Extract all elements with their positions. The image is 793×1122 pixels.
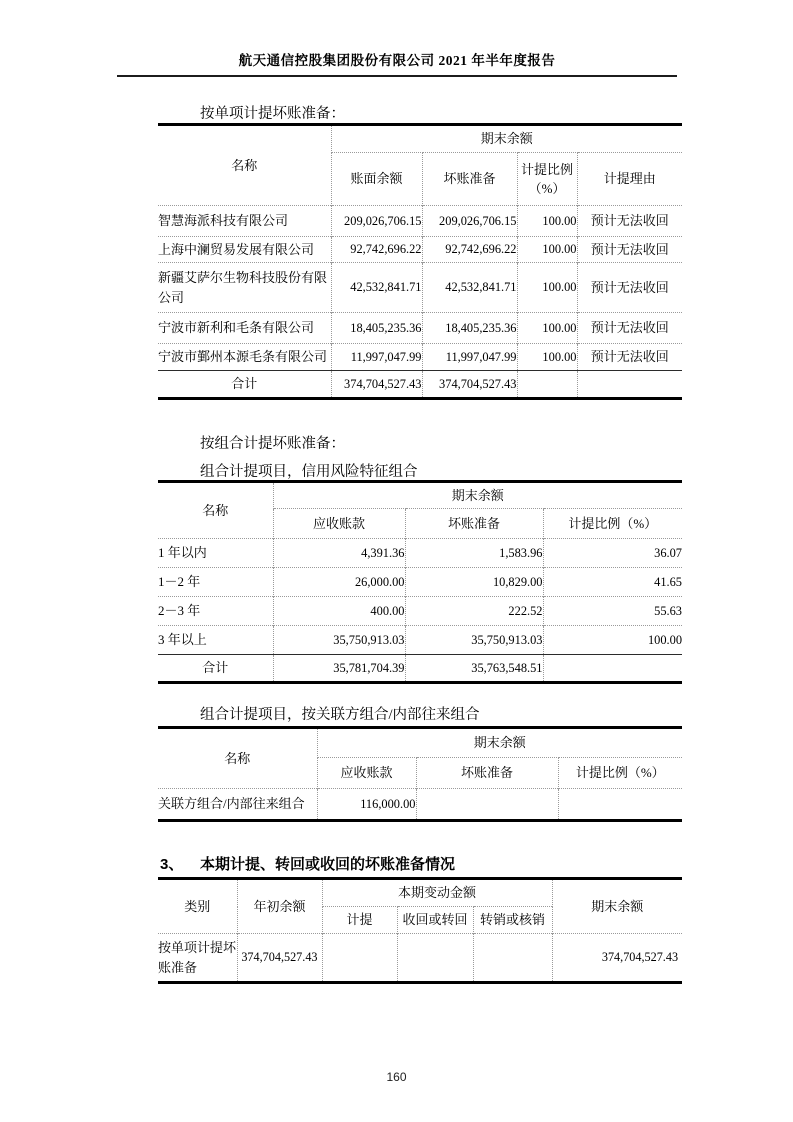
- cell-company-name: 新疆艾萨尔生物科技股份有限公司: [158, 263, 331, 313]
- cell-aging: 1－2 年: [158, 568, 273, 597]
- page-header-title: 航天通信控股集团股份有限公司 2021 年半年度报告: [117, 49, 677, 77]
- cell-recover: [397, 934, 473, 983]
- total-row: [158, 371, 682, 399]
- cell-bad-debt: 10,829.00: [405, 568, 543, 597]
- table-header-row: [158, 879, 682, 907]
- cell-bad-debt: 35,750,913.03: [405, 626, 543, 655]
- cell-aging: 3 年以上: [158, 626, 273, 655]
- cell-portfolio-name: 关联方组合/内部往来组合: [158, 789, 317, 821]
- cell-total-book-balance: 374,704,527.43: [331, 371, 422, 399]
- cell-ratio: [558, 789, 682, 821]
- cell-bad-debt: 209,026,706.15: [422, 206, 517, 237]
- cell-ratio: 100.00: [517, 263, 577, 313]
- section-title-portfolio-provision: 按组合计提坏账准备：: [200, 436, 345, 452]
- cell-bad-debt: 1,583.96: [405, 539, 543, 568]
- cell-writeoff: [473, 934, 552, 983]
- credit-risk-portfolio-table: [158, 480, 682, 684]
- cell-receivable: 400.00: [273, 597, 405, 626]
- t3-header-bad-debt-provision: 坏账准备: [416, 758, 558, 789]
- cell-bad-debt: 92,742,696.22: [422, 237, 517, 263]
- cell-bad-debt: 11,997,047.99: [422, 344, 517, 371]
- cell-company-name: 智慧海派科技有限公司: [158, 206, 331, 237]
- cell-receivable: 35,750,913.03: [273, 626, 405, 655]
- individual-provision-table: [158, 123, 682, 400]
- cell-total-reason: [577, 371, 682, 399]
- cell-book-balance: 92,742,696.22: [331, 237, 422, 263]
- cell-bad-debt: 18,405,235.36: [422, 313, 517, 344]
- cell-ratio: 55.63: [543, 597, 682, 626]
- table-row: [158, 597, 682, 626]
- t2-header-accounts-receivable: 应收账款: [273, 509, 405, 539]
- page-number: 160: [386, 1070, 407, 1084]
- t3-header-provision-ratio: 计提比例（%）: [558, 758, 682, 789]
- table-row: [158, 313, 682, 344]
- table-row: [158, 263, 682, 313]
- total-row: [158, 655, 682, 683]
- cell-reason: 预计无法收回: [577, 263, 682, 313]
- table-row: [158, 626, 682, 655]
- t4-header-period-change: 本期变动金额: [322, 879, 552, 907]
- cell-ratio: 100.00: [543, 626, 682, 655]
- cell-total-ratio: [543, 655, 682, 683]
- table-header-row: [158, 728, 682, 758]
- cell-ratio: 100.00: [517, 237, 577, 263]
- cell-receivable: 4,391.36: [273, 539, 405, 568]
- cell-ratio: 100.00: [517, 206, 577, 237]
- t1-header-book-balance: 账面余额: [331, 153, 422, 206]
- subsection-credit-risk-portfolio: 组合计提项目，信用风险特征组合: [200, 464, 418, 480]
- table-row: [158, 206, 682, 237]
- cell-category: 按单项计提坏账准备: [158, 934, 237, 983]
- subsection-related-party-portfolio: 组合计提项目，按关联方组合/内部往来组合: [200, 707, 480, 723]
- cell-accrual: [322, 934, 397, 983]
- section3-heading: [160, 853, 455, 874]
- cell-bad-debt: 42,532,841.71: [422, 263, 517, 313]
- cell-book-balance: 209,026,706.15: [331, 206, 422, 237]
- t3-header-ending-balance: 期末余额: [317, 728, 682, 758]
- table-row: [158, 539, 682, 568]
- t1-header-provision-reason: 计提理由: [577, 153, 682, 206]
- cell-book-balance: 18,405,235.36: [331, 313, 422, 344]
- cell-book-balance: 42,532,841.71: [331, 263, 422, 313]
- cell-reason: 预计无法收回: [577, 344, 682, 371]
- cell-reason: 预计无法收回: [577, 206, 682, 237]
- table-row: [158, 237, 682, 263]
- table-row: [158, 568, 682, 597]
- cell-reason: 预计无法收回: [577, 237, 682, 263]
- cell-receivable: 26,000.00: [273, 568, 405, 597]
- t2-header-name: 名称: [202, 502, 229, 518]
- table-row: [158, 344, 682, 371]
- cell-aging: 1 年以内: [158, 539, 273, 568]
- cell-bad-debt: [416, 789, 558, 821]
- cell-company-name: 上海中澜贸易发展有限公司: [158, 237, 331, 263]
- cell-total-receivable: 35,781,704.39: [273, 655, 405, 683]
- t3-header-name: 名称: [224, 750, 251, 766]
- cell-bad-debt: 222.52: [405, 597, 543, 626]
- t3-header-accounts-receivable: 应收账款: [317, 758, 416, 789]
- table-header-row: [158, 482, 682, 509]
- cell-beginning-balance: 374,704,527.43: [237, 934, 322, 983]
- t1-header-bad-debt-provision: 坏账准备: [422, 153, 517, 206]
- t4-header-ending-balance: 期末余额: [552, 879, 682, 934]
- t2-header-provision-ratio: 计提比例（%）: [543, 509, 682, 539]
- cell-total-ratio: [517, 371, 577, 399]
- t1-header-name: 名称: [231, 157, 258, 173]
- t4-header-beginning-balance: 年初余额: [237, 879, 322, 934]
- t4-header-recover-reverse: 收回或转回: [397, 907, 473, 934]
- cell-total-label: 合计: [158, 655, 273, 683]
- cell-total-bad-debt: 374,704,527.43: [422, 371, 517, 399]
- t4-header-category: 类别: [184, 898, 211, 914]
- cell-company-name: 宁波市鄞州本源毛条有限公司: [158, 344, 331, 371]
- section3-number: 3、: [160, 856, 184, 873]
- period-change-table: [158, 877, 682, 984]
- section3-title: 本期计提、转回或收回的坏账准备情况: [200, 856, 456, 873]
- t2-header-ending-balance: 期末余额: [273, 482, 682, 509]
- cell-ratio: 100.00: [517, 344, 577, 371]
- cell-receivable: 116,000.00: [317, 789, 416, 821]
- table-row: [158, 934, 682, 983]
- cell-ending-balance: 374,704,527.43: [552, 934, 682, 983]
- cell-book-balance: 11,997,047.99: [331, 344, 422, 371]
- cell-reason: 预计无法收回: [577, 313, 682, 344]
- cell-ratio: 41.65: [543, 568, 682, 597]
- cell-aging: 2－3 年: [158, 597, 273, 626]
- t4-header-writeoff: 转销或核销: [473, 907, 552, 934]
- related-party-portfolio-table: [158, 726, 682, 822]
- t4-header-accrual: 计提: [322, 907, 397, 934]
- t1-header-provision-ratio: 计提比例（%）: [517, 153, 577, 206]
- section-title-individual-provision: 按单项计提坏账准备：: [200, 106, 345, 122]
- cell-ratio: 100.00: [517, 313, 577, 344]
- t2-header-bad-debt-provision: 坏账准备: [405, 509, 543, 539]
- cell-total-label: 合计: [158, 371, 331, 399]
- cell-ratio: 36.07: [543, 539, 682, 568]
- table-row: [158, 789, 682, 821]
- table-header-row: [158, 125, 682, 153]
- cell-total-bad-debt: 35,763,548.51: [405, 655, 543, 683]
- cell-company-name: 宁波市新利和毛条有限公司: [158, 313, 331, 344]
- t1-header-ending-balance: 期末余额: [331, 125, 682, 153]
